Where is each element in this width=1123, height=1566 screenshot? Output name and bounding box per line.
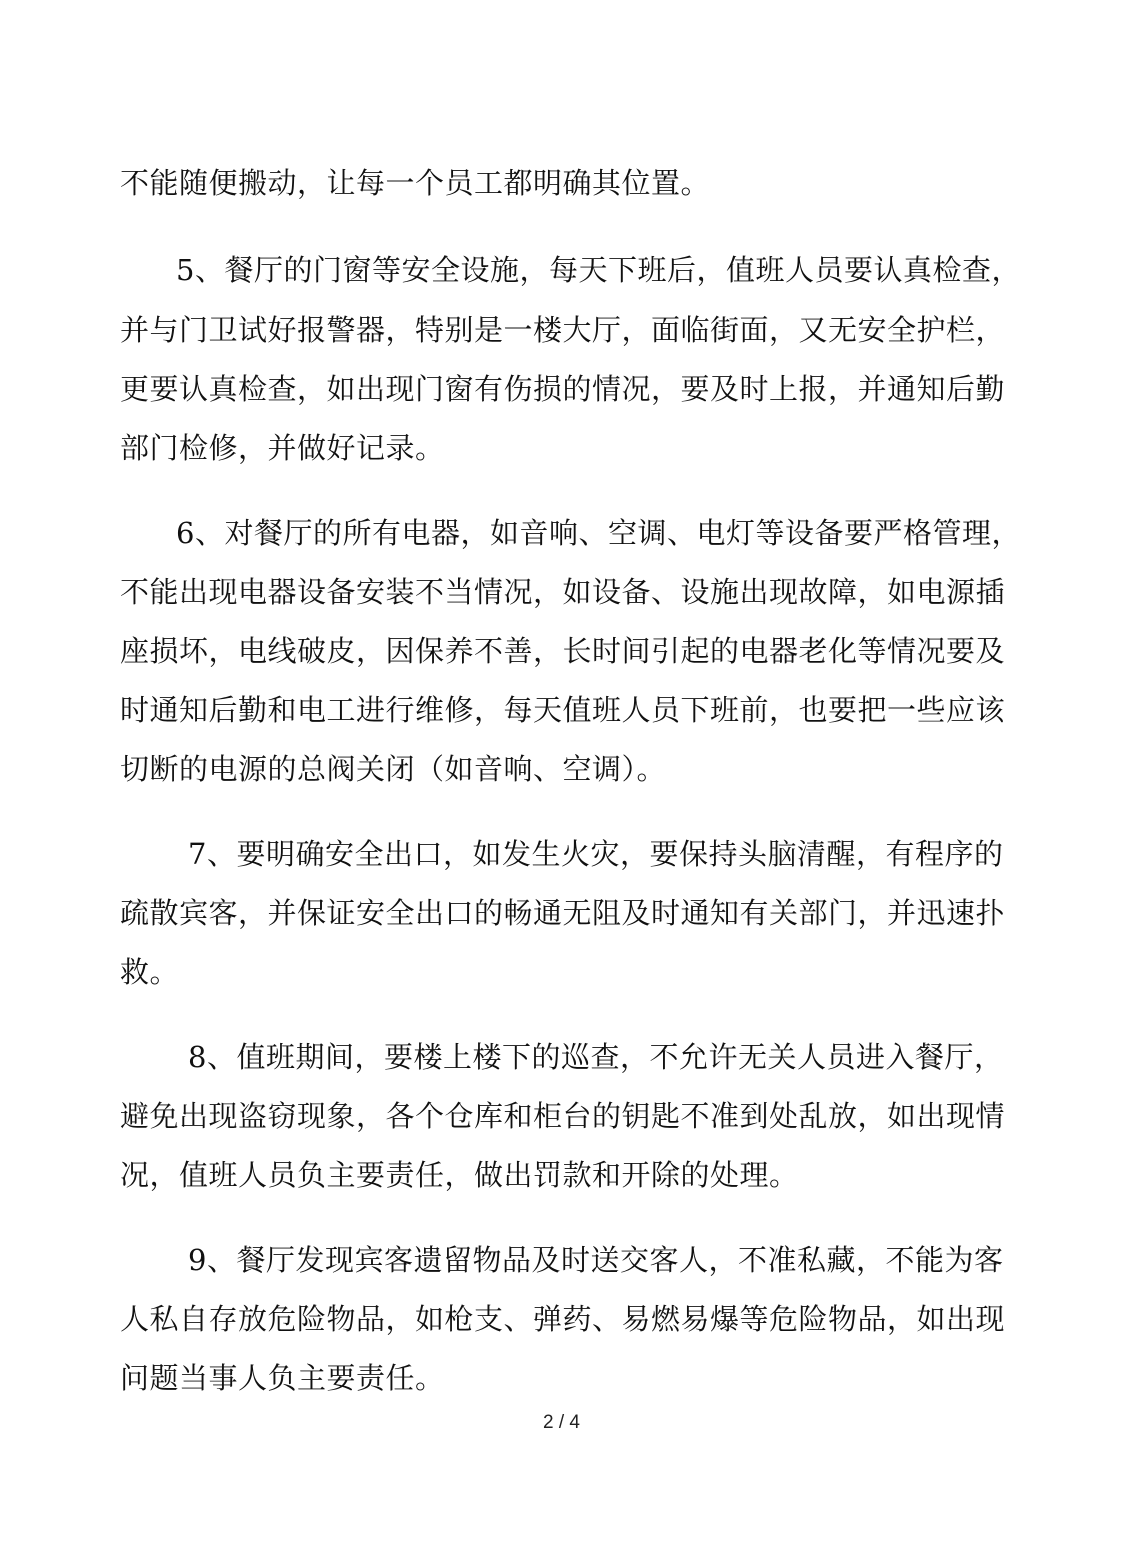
paragraph-9-first-line: 9、餐厅发现宾客遗留物品及时送交客人，不准私藏，不能为客 — [188, 1243, 1004, 1277]
paragraph-7-first-line: 7、要明确安全出口，如发生火灾，要保持头脑清醒，有程序的 — [188, 837, 1004, 871]
paragraph-line: 况，值班人员负主要责任，做出罚款和开除的处理。 — [120, 1158, 799, 1192]
paragraph-line: 更要认真检查，如出现门窗有伤损的情况，要及时上报，并通知后勤 — [120, 372, 1006, 406]
paragraph-line: 不能出现电器设备安装不当情况，如设备、设施出现故障，如电源插 — [120, 575, 1006, 609]
paragraph-line: 并与门卫试好报警器，特别是一楼大厅，面临街面，又无安全护栏， — [120, 313, 1006, 347]
paragraph-line: 问题当事人负主要责任。 — [120, 1361, 445, 1395]
paragraph-line: 不能随便搬动，让每一个员工都明确其位置。 — [120, 166, 711, 200]
paragraph-line: 部门检修，并做好记录。 — [120, 431, 445, 465]
paragraph-8-first-line: 8、值班期间，要楼上楼下的巡查，不允许无关人员进入餐厅， — [188, 1040, 1004, 1074]
paragraph-line: 时通知后勤和电工进行维修，每天值班人员下班前，也要把一些应该 — [120, 693, 1006, 727]
paragraph-6-first-line: 6、对餐厅的所有电器，如音响、空调、电灯等设备要严格管理， — [176, 516, 1021, 550]
paragraph-line: 救。 — [120, 955, 180, 989]
paragraph-line: 避免出现盗窃现象，各个仓库和柜台的钥匙不准到处乱放，如出现情 — [120, 1099, 1006, 1133]
paragraph-line: 座损坏，电线破皮，因保养不善，长时间引起的电器老化等情况要及 — [120, 634, 1006, 668]
paragraph-line: 疏散宾客，并保证安全出口的畅通无阻及时通知有关部门，并迅速扑 — [120, 896, 1006, 930]
paragraph-line: 人私自存放危险物品，如枪支、弹药、易燃易爆等危险物品，如出现 — [120, 1302, 1006, 1336]
paragraph-line: 切断的电源的总阀关闭（如音响、空调）。 — [120, 752, 667, 786]
page-indicator: 2 / 4 — [543, 1412, 580, 1433]
paragraph-5-first-line: 5、餐厅的门窗等安全设施，每天下班后，值班人员要认真检查， — [176, 253, 1021, 287]
